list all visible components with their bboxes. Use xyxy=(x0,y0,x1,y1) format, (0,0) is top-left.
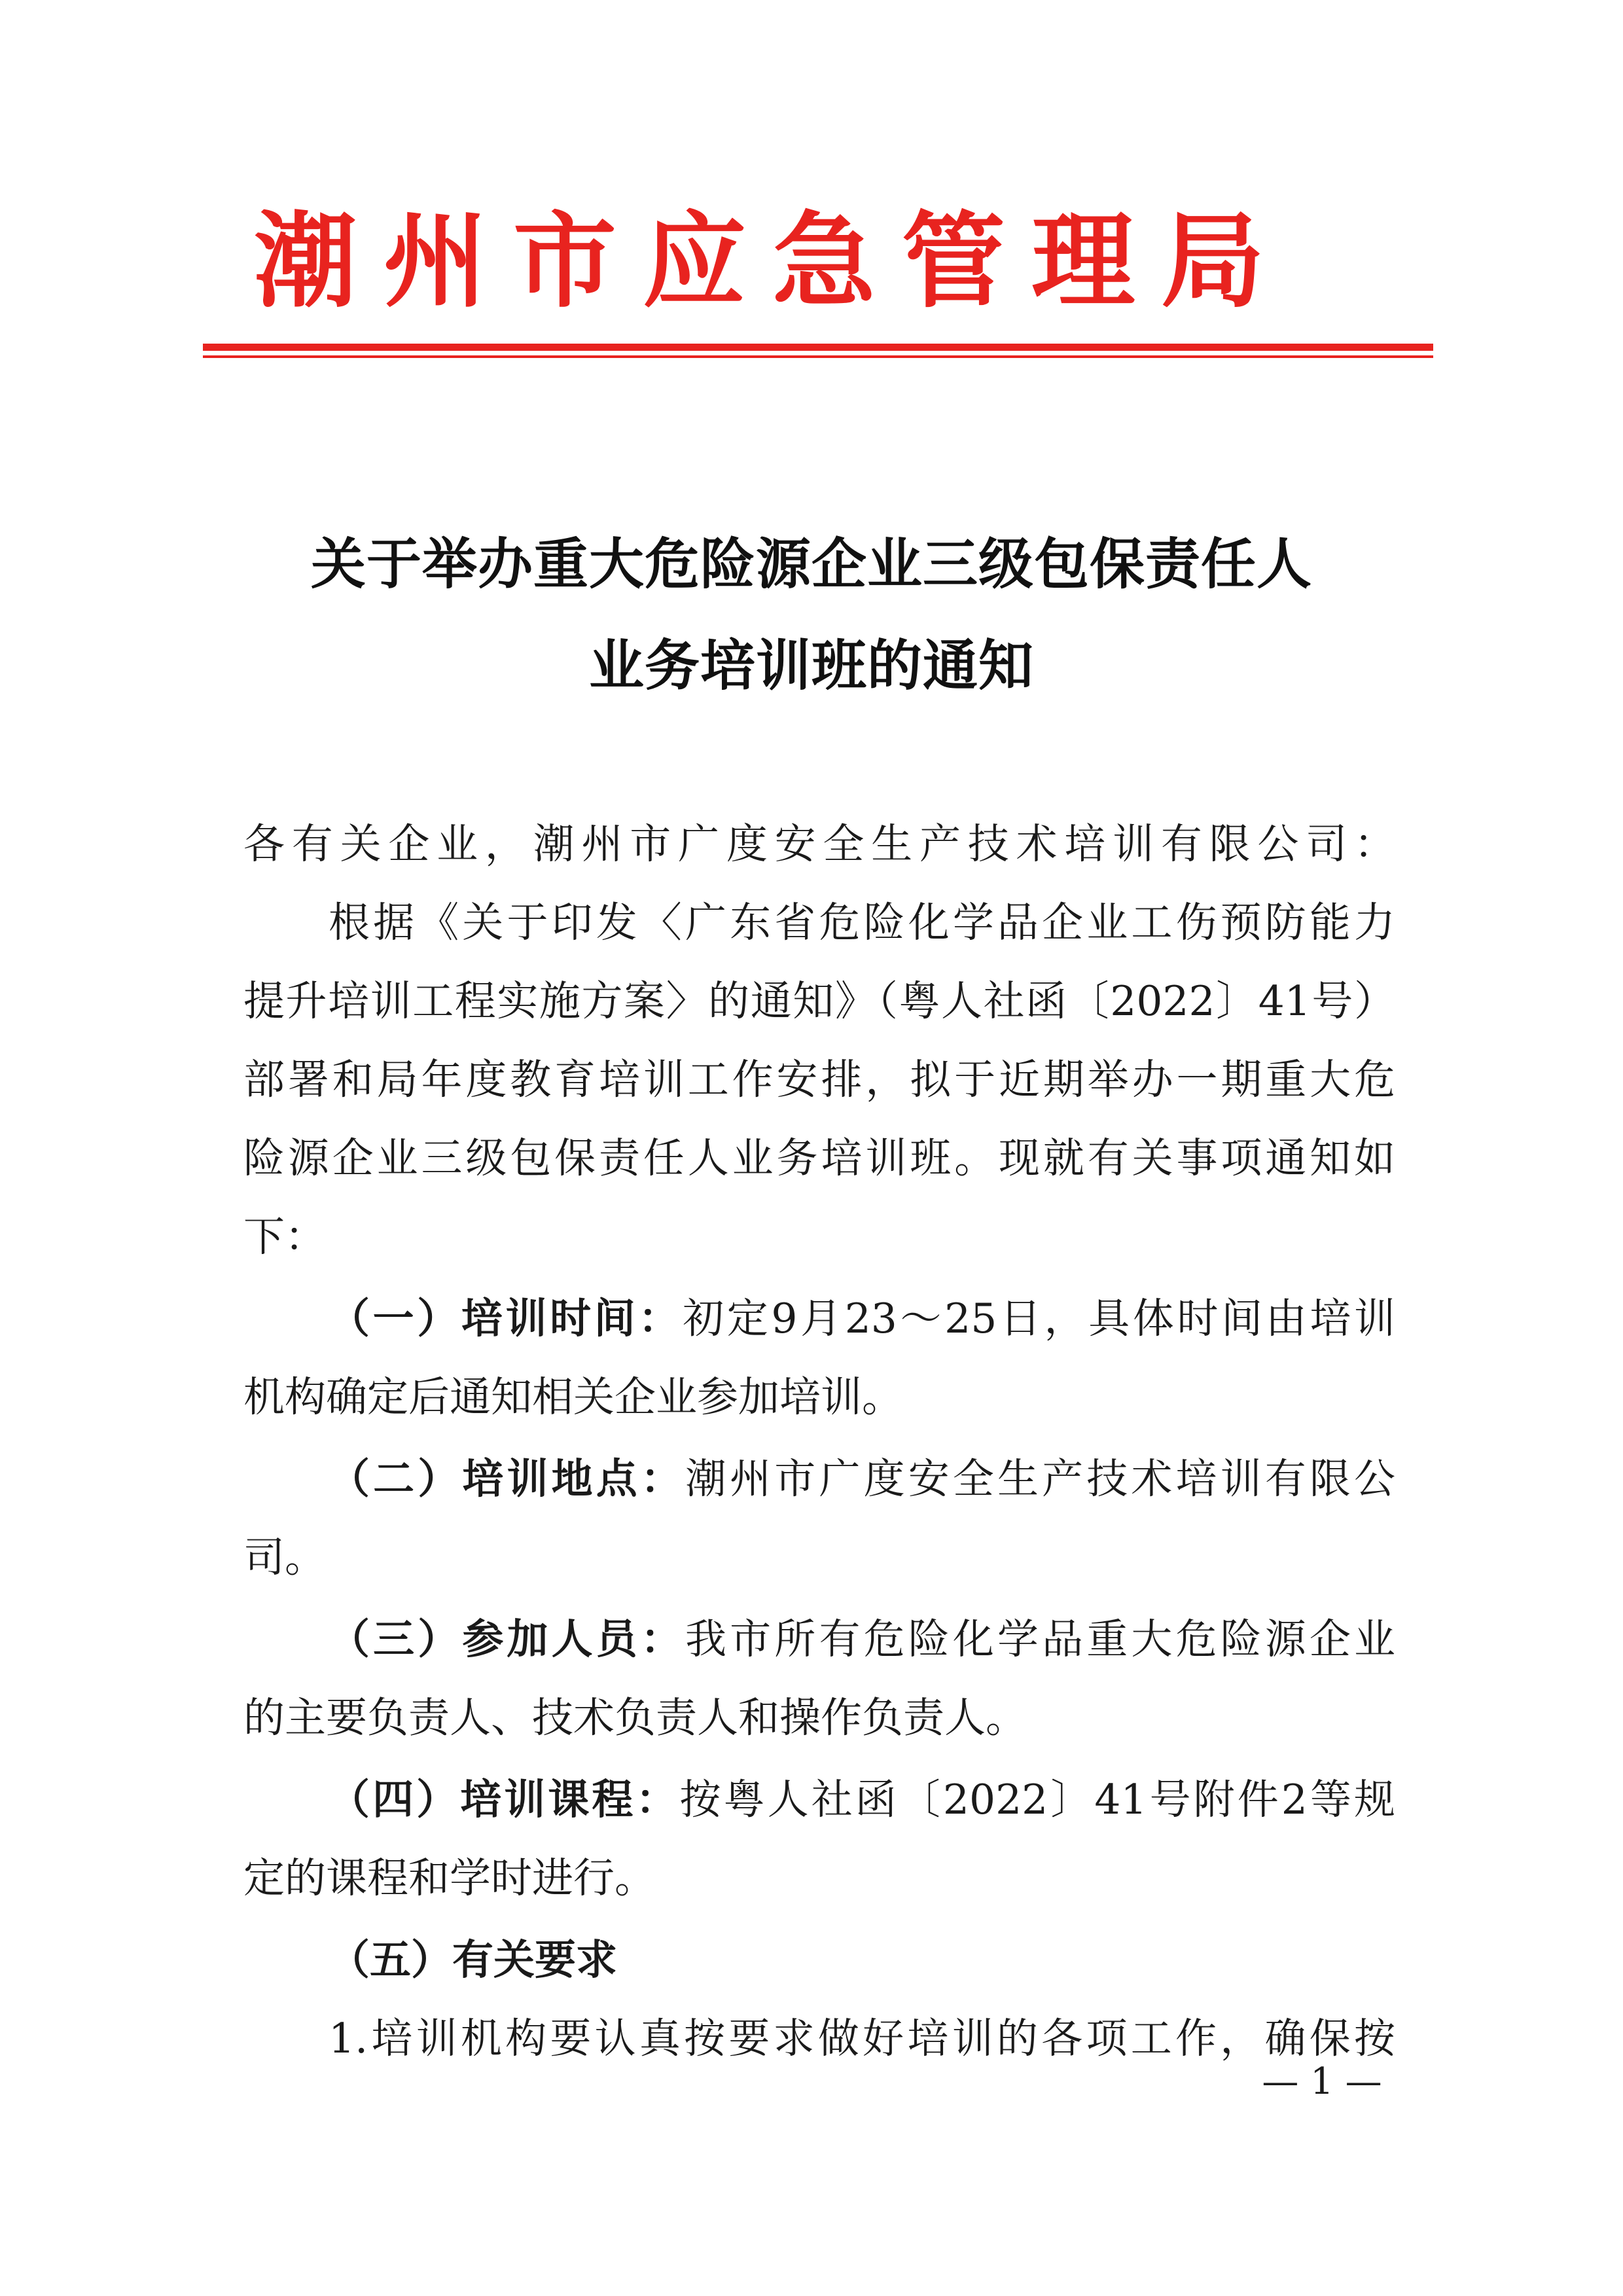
item-5-heading: （五）有关要求 xyxy=(329,1936,617,1984)
item-1-line-1 xyxy=(329,1293,1395,1345)
document-title-line-1: 关于举办重大危险源企业三级包保责任人 xyxy=(310,532,1312,596)
item-4-line-1 xyxy=(329,1774,1395,1826)
header-red-rule-thin xyxy=(203,355,1433,358)
item-4-label: （四）培训课程： xyxy=(329,1776,680,1823)
requirement-1-line-1: 1.培训机构要认真按要求做好培训的各项工作，确保按 xyxy=(329,2015,1395,2062)
item-2-line-1 xyxy=(329,1453,1395,1505)
item-2-label: （二）培训地点： xyxy=(329,1455,686,1503)
item-2-line-2: 司。 xyxy=(243,1534,326,1581)
item-4-text: 按粤人社函〔2022〕41号附件2等规 xyxy=(679,1776,1396,1823)
intro-line-2: 提升培训工程实施方案〉的通知》（粤人社函〔2022〕41号） xyxy=(243,977,1395,1025)
item-1-text: 初定9月23～25日，具体时间由培训 xyxy=(683,1295,1395,1342)
agency-header-title: 潮州市应急管理局 xyxy=(254,202,1291,322)
page-number: — 1 — xyxy=(1262,2060,1382,2103)
item-1-line-2: 机构确定后通知相关企业参加培训。 xyxy=(243,1373,903,1421)
item-3-line-2: 的主要负责人、技术负责人和操作负责人。 xyxy=(243,1694,1027,1742)
item-3-line-1 xyxy=(329,1613,1395,1666)
item-1-label: （一）培训时间： xyxy=(329,1295,683,1342)
intro-line-4: 险源企业三级包保责任人业务培训班。现就有关事项通知如 xyxy=(243,1134,1395,1182)
salutation: 各有关企业，潮州市广度安全生产技术培训有限公司： xyxy=(243,820,1395,868)
item-3-label: （三）参加人员： xyxy=(329,1615,686,1663)
item-3-text: 我市所有危险化学品重大危险源企业 xyxy=(685,1615,1396,1663)
header-red-rule-thick xyxy=(203,344,1433,351)
item-4-line-2: 定的课程和学时进行。 xyxy=(243,1854,656,1902)
item-2-text: 潮州市广度安全生产技术培训有限公 xyxy=(685,1455,1396,1503)
intro-line-1: 根据《关于印发〈广东省危险化学品企业工伤预防能力 xyxy=(329,899,1395,946)
intro-line-5: 下： xyxy=(243,1213,326,1261)
document-title-line-2: 业务培训班的通知 xyxy=(588,634,1034,698)
intro-line-3: 部署和局年度教育培训工作安排，拟于近期举办一期重大危 xyxy=(243,1056,1395,1103)
